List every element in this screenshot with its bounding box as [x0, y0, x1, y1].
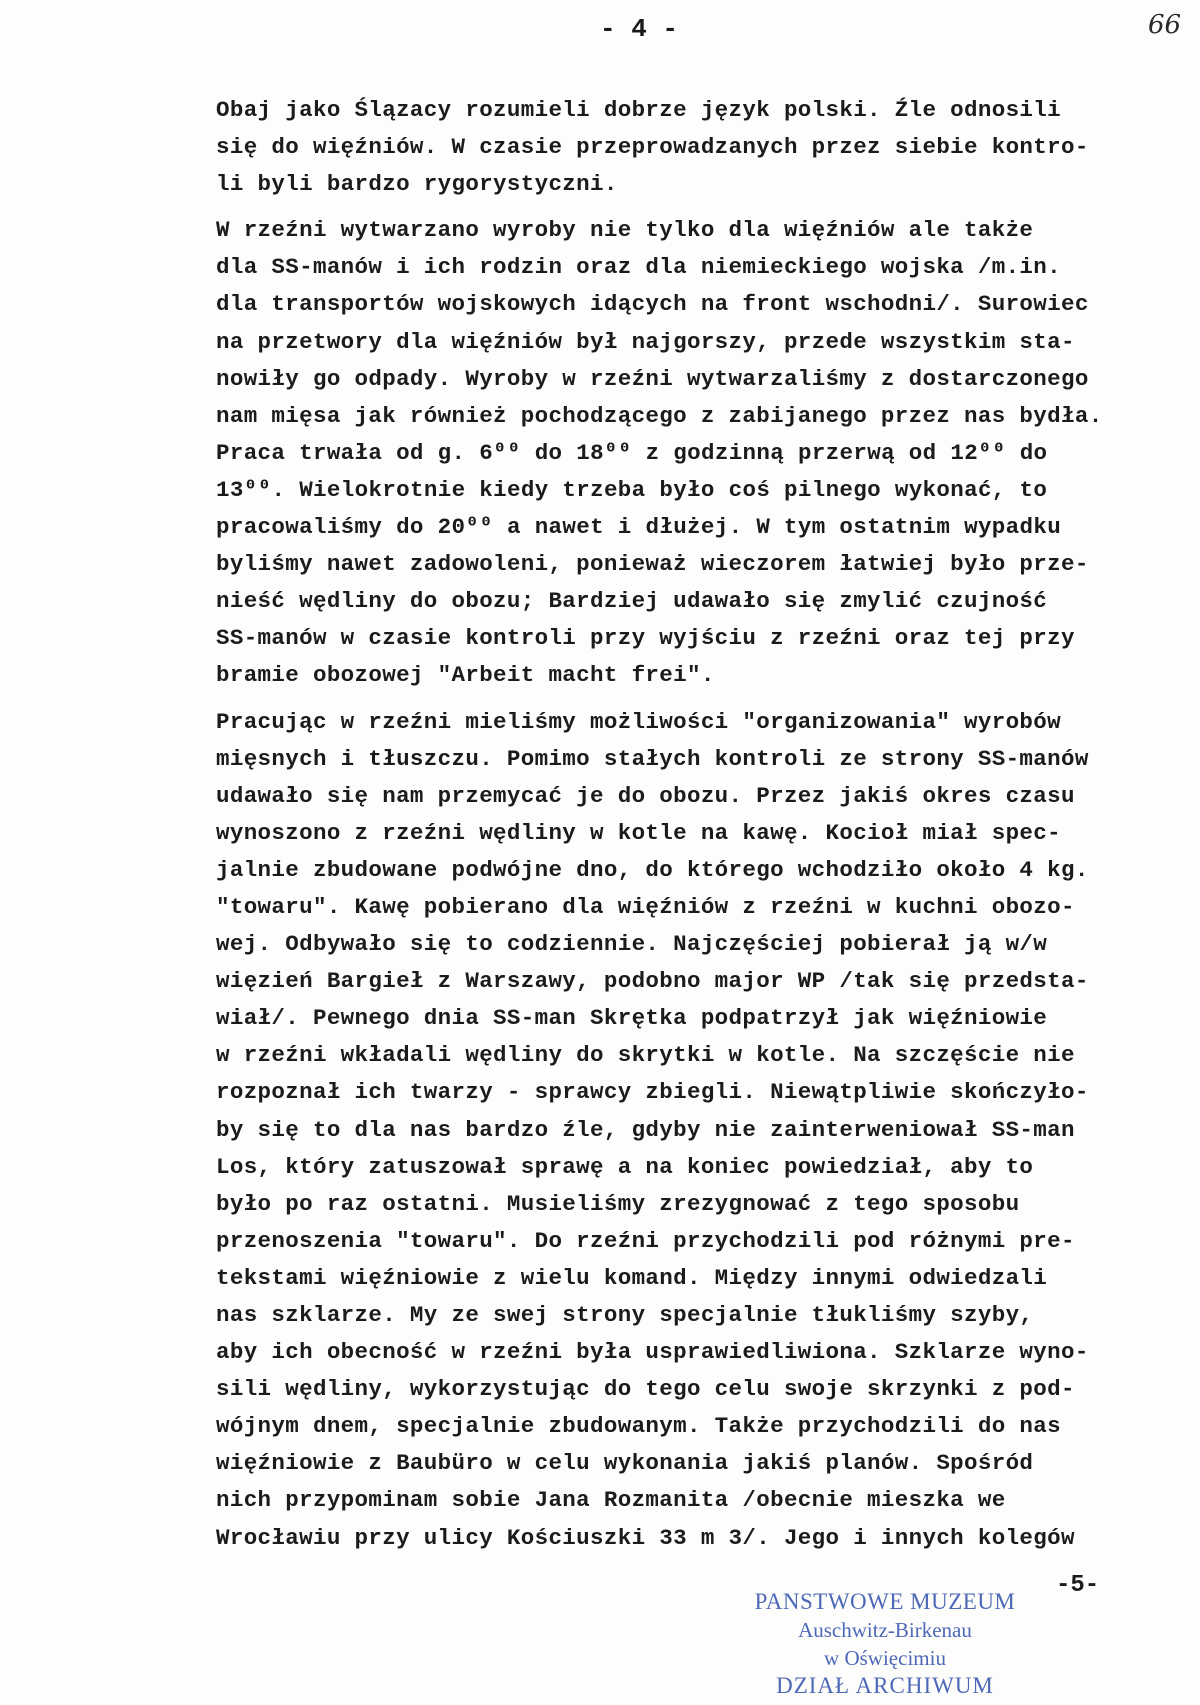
text-line: się do więźniów. W czasie przeprowadzanych przez siebie kontro- [216, 134, 1089, 161]
text-line: dla SS-manów i ich rodzin oraz dla niemieckiego wojska /m.in. [216, 254, 1061, 281]
text-line: tekstami więźniowie z wielu komand. Między innymi odwiedzali [216, 1264, 1048, 1291]
text-line: SS-manów w czasie kontroli przy wyjściu z rzeźni oraz tej przy [216, 625, 1075, 652]
text-line: byliśmy nawet zadowoleni, ponieważ wieczorem łatwiej było prze- [216, 551, 1089, 578]
text-line: udawało się nam przemycać je do obozu. Przez jakiś okres czasu [216, 782, 1075, 809]
text-line: 13⁰⁰. Wielokrotnie kiedy trzeba było coś pilnego wykonać, to [216, 476, 1048, 503]
text-line: Praca trwała od g. 6⁰⁰ do 18⁰⁰ z godzinną przerwą od 12⁰⁰ do [216, 439, 1048, 466]
text-line: nieść wędliny do obozu; Bardziej udawało się zmylić czujność [216, 588, 1048, 615]
text-line: więzień Bargieł z Warszawy, podobno major WP /tak się przedsta- [216, 968, 1089, 995]
text-line: W rzeźni wytwarzano wyroby nie tylko dla więźniów ale także [216, 217, 1034, 244]
next-page-marker: -5- [1056, 1572, 1100, 1599]
text-line: wynoszono z rzeźni wędliny w kotle na kawę. Kocioł miał spec- [216, 819, 1061, 846]
stamp-line: PANSTWOWE MUZEUM [754, 1589, 1016, 1614]
archive-stamp [720, 1588, 1050, 1700]
text-line: przenoszenia "towaru". Do rzeźni przychodzili pod różnymi pre- [216, 1227, 1075, 1254]
text-line: więźniowie z Baubüro w celu wykonania jakiś planów. Spośród [216, 1450, 1034, 1477]
text-line: nowiły go odpady. Wyroby w rzeźni wytwarzaliśmy z dostarczonego [216, 365, 1089, 392]
text-line: "towaru". Kawę pobierano dla więźniów z rzeźni w kuchni obozo- [216, 893, 1075, 920]
text-line: dla transportów wojskowych idących na front wschodni/. Surowiec [216, 291, 1089, 318]
paragraph [216, 212, 1186, 694]
text-line: jalnie zbudowane podwójne dno, do którego wchodziło około 4 kg. [216, 856, 1089, 883]
text-line: Pracując w rzeźni mieliśmy możliwości "organizowania" wyrobów [216, 708, 1061, 735]
text-line: mięsnych i tłuszczu. Pomimo stałych kontroli ze strony SS-manów [216, 745, 1089, 772]
stamp-line: w Oświęcimiu [824, 1646, 946, 1670]
text-line: pracowaliśmy do 20⁰⁰ a nawet i dłużej. W tym ostatnim wypadku [216, 514, 1062, 541]
document-body [216, 92, 1186, 1566]
stamp-line: DZIAŁ ARCHIWUM [776, 1673, 994, 1698]
text-line: sili wędliny, wykorzystując do tego celu swoje skrzynki z pod- [216, 1376, 1075, 1403]
text-line: nich przypominam sobie Jana Rozmanita /obecnie mieszka we [216, 1487, 1006, 1514]
paragraph [216, 92, 1186, 203]
text-line: aby ich obecność w rzeźni była usprawiedliwiona. Szklarze wyno- [216, 1339, 1089, 1366]
page-number: - 4 - [600, 14, 679, 44]
text-line: Los, który zatuszował sprawę a na koniec powiedział, aby to [216, 1153, 1034, 1180]
stamp-line: Auschwitz-Birkenau [798, 1618, 972, 1642]
text-line: li byli bardzo rygorystyczni. [216, 171, 618, 198]
text-line: wej. Odbywało się to codziennie. Najczęściej pobierał ją w/w [216, 931, 1048, 958]
text-line: nas szklarze. My ze swej strony specjalnie tłukliśmy szyby, [216, 1302, 1034, 1328]
text-line: nam mięsa jak również pochodzącego z zabijanego przez nas bydła. [216, 402, 1103, 429]
text-line: rozpoznał ich twarzy - sprawcy zbiegli. Niewątpliwie skończyło- [216, 1079, 1089, 1106]
text-line: na przetwory dla więźniów był najgorszy, przede wszystkim sta- [216, 328, 1075, 355]
text-line: by się to dla nas bardzo źle, gdyby nie zainterweniował SS-man [216, 1116, 1075, 1143]
text-line: w rzeźni wkładali wędliny do skrytki w kotle. Na szczęście nie [216, 1042, 1075, 1069]
folio-number: 66 [1148, 10, 1182, 40]
text-line: bramie obozowej "Arbeit macht frei". [216, 662, 715, 689]
text-line: Obaj jako Ślązacy rozumieli dobrze język polski. Źle odnosili [216, 97, 1061, 123]
paragraph [216, 704, 1186, 1557]
text-line: wiał/. Pewnego dnia SS-man Skrętka podpatrzył jak więźniowie [216, 1005, 1048, 1032]
text-line: Wrocławiu przy ulicy Kościuszki 33 m 3/. Jego i innych kolegów [216, 1524, 1075, 1551]
text-line: wójnym dnem, specjalnie zbudowanym. Także przychodzili do nas [216, 1413, 1061, 1440]
text-line: było po raz ostatni. Musieliśmy zrezygnować z tego sposobu [216, 1190, 1020, 1217]
